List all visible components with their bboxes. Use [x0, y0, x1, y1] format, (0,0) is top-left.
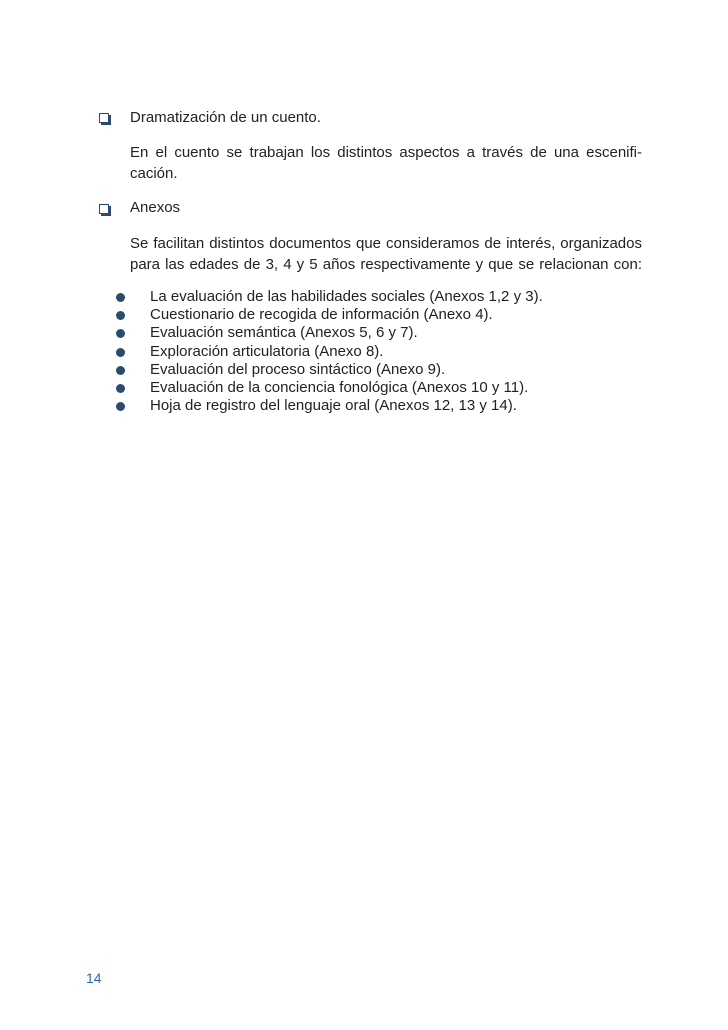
dot-bullet-icon: [116, 293, 125, 302]
section-heading: Dramatización de un cuento.: [130, 109, 321, 126]
list-item-text: La evaluación de las habilidades sociales (Anexos 1,2 y 3).: [150, 288, 543, 305]
list-item-text: Evaluación del proceso sintáctico (Anexo 9).: [150, 360, 446, 378]
list-item: [116, 397, 543, 415]
list-item: [116, 306, 543, 324]
dot-bullet-icon: [116, 348, 125, 357]
list-item-text: Hoja de registro del lenguaje oral (Anexos 12, 13 y 14).: [150, 397, 517, 415]
list-item: [116, 324, 543, 342]
square-bullet-icon: [99, 204, 109, 214]
dot-bullet-icon: [116, 329, 125, 338]
list-item-text: Evaluación semántica (Anexos 5, 6 y 7).: [150, 324, 418, 342]
body-line: cación.: [130, 165, 178, 182]
list-item: [116, 343, 543, 361]
list-item: [116, 361, 543, 379]
list-item: [116, 379, 543, 397]
square-bullet-icon: [99, 113, 109, 123]
dot-bullet-icon: [116, 384, 125, 393]
list-item-text: Cuestionario de recogida de información (Anexo 4).: [150, 306, 493, 324]
list-item-text: Evaluación de la conciencia fonológica (Anexos 10 y 11).: [150, 378, 529, 396]
section-body: [130, 233, 642, 275]
list-item-text: Exploración articulatoria (Anexo 8).: [150, 342, 384, 360]
section-body: [130, 142, 642, 184]
list-item: [116, 288, 543, 306]
dot-bullet-icon: [116, 402, 125, 411]
annex-list: [116, 288, 543, 415]
page-number: 14: [86, 970, 102, 986]
body-line: para las edades de 3, 4 y 5 años respectivamente y que se relacionan con:: [130, 256, 642, 273]
body-line: En el cuento se trabajan los distintos aspectos a través de una escenifi-: [130, 144, 642, 161]
body-line: Se facilitan distintos documentos que consideramos de interés, organizados: [130, 235, 642, 252]
dot-bullet-icon: [116, 366, 125, 375]
section-heading: Anexos: [130, 199, 181, 216]
dot-bullet-icon: [116, 311, 125, 320]
